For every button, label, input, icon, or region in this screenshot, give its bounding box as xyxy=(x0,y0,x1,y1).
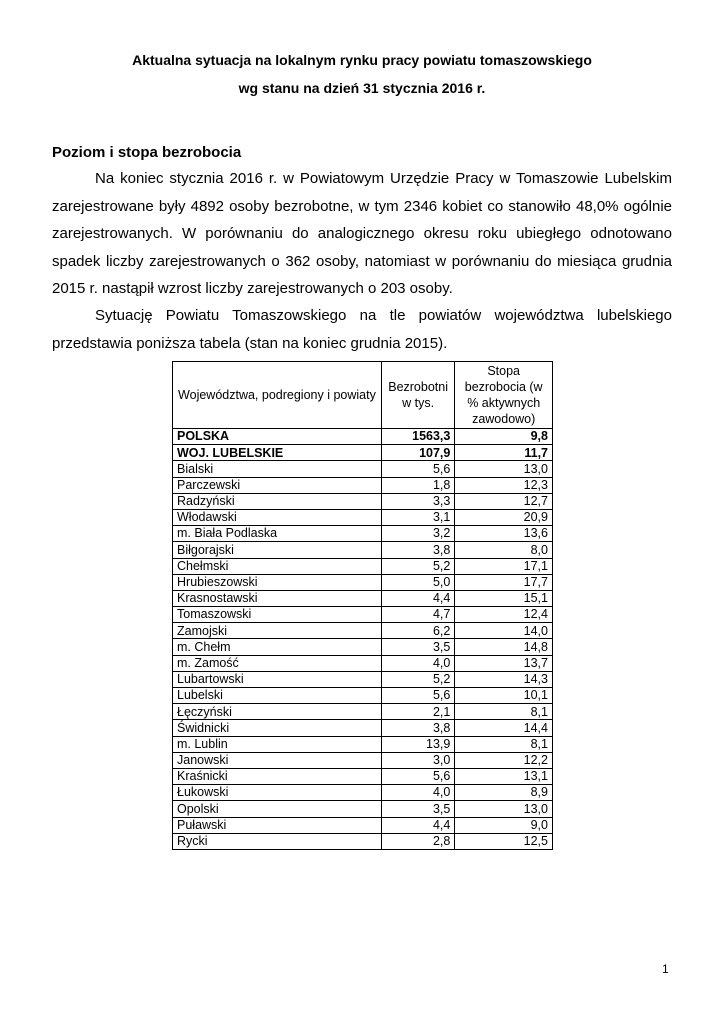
cell-rate: 13,0 xyxy=(455,461,553,477)
cell-rate: 10,1 xyxy=(455,688,553,704)
table-row xyxy=(173,801,553,817)
table-row xyxy=(173,785,553,801)
paragraph-1: Na koniec stycznia 2016 r. w Powiatowym Urzędzie Pracy w Tomaszowie Lubelskim zarejestrowane były 4892 osoby bezrobotne, w tym 2346 kobiet co stanowiło 48,0% ogólnie zarejestrowanych. W porównaniu do analogicznego okresu roku ubiegłego odnotowano spadek liczby zarejestrowanych o 362 osoby, natomiast w porównaniu do miesiąca grudnia 2015 r. nastąpił wzrost liczby zarejestrowanych o 203 osoby. xyxy=(52,170,672,298)
cell-unemployed: 107,9 xyxy=(381,445,454,461)
table-row xyxy=(173,655,553,671)
cell-region-name: POLSKA xyxy=(173,429,382,445)
cell-region-name: Tomaszowski xyxy=(173,607,382,623)
cell-rate: 13,0 xyxy=(455,801,553,817)
cell-region-name: Lubelski xyxy=(173,688,382,704)
table-row xyxy=(173,720,553,736)
table-row xyxy=(173,671,553,687)
cell-unemployed: 5,6 xyxy=(381,461,454,477)
cell-unemployed: 1563,3 xyxy=(381,429,454,445)
cell-region-name: Radzyński xyxy=(173,493,382,509)
cell-region-name: WOJ. LUBELSKIE xyxy=(173,445,382,461)
cell-rate: 12,3 xyxy=(455,477,553,493)
cell-region-name: Bialski xyxy=(173,461,382,477)
table-row xyxy=(173,688,553,704)
table-row xyxy=(173,526,553,542)
cell-rate: 12,4 xyxy=(455,607,553,623)
table-row xyxy=(173,509,553,525)
cell-rate: 13,1 xyxy=(455,768,553,784)
cell-rate: 8,1 xyxy=(455,736,553,752)
page-number: 1 xyxy=(662,962,669,976)
table-row xyxy=(173,590,553,606)
table-row xyxy=(173,477,553,493)
table-row xyxy=(173,833,553,849)
table-row xyxy=(173,607,553,623)
cell-rate: 8,9 xyxy=(455,785,553,801)
table-row xyxy=(173,817,553,833)
cell-rate: 12,5 xyxy=(455,833,553,849)
cell-region-name: Kraśnicki xyxy=(173,768,382,784)
cell-region-name: m. Biała Podlaska xyxy=(173,526,382,542)
header-unemployed: Bezrobotni w tys. xyxy=(381,362,454,429)
table-row xyxy=(173,461,553,477)
cell-unemployed: 3,8 xyxy=(381,542,454,558)
cell-unemployed: 3,8 xyxy=(381,720,454,736)
document-title-line-2: wg stanu na dzień 31 stycznia 2016 r. xyxy=(238,80,486,96)
cell-region-name: Janowski xyxy=(173,752,382,768)
cell-rate: 17,7 xyxy=(455,574,553,590)
cell-rate: 12,7 xyxy=(455,493,553,509)
document-title-line-1: Aktualna sytuacja na lokalnym rynku pracy powiatu tomaszowskiego xyxy=(132,52,592,68)
header-region: Województwa, podregiony i powiaty xyxy=(173,362,382,429)
cell-unemployed: 4,4 xyxy=(381,817,454,833)
cell-region-name: Krasnostawski xyxy=(173,590,382,606)
cell-rate: 11,7 xyxy=(455,445,553,461)
table-row xyxy=(173,429,553,445)
cell-rate: 15,1 xyxy=(455,590,553,606)
cell-rate: 12,2 xyxy=(455,752,553,768)
cell-rate: 14,4 xyxy=(455,720,553,736)
header-rate: Stopa bezrobocia (w % aktywnych zawodowo) xyxy=(455,362,553,429)
cell-rate: 20,9 xyxy=(455,509,553,525)
cell-unemployed: 2,1 xyxy=(381,704,454,720)
table-row xyxy=(173,736,553,752)
table-row xyxy=(173,752,553,768)
cell-region-name: m. Lublin xyxy=(173,736,382,752)
cell-unemployed: 3,2 xyxy=(381,526,454,542)
cell-unemployed: 5,2 xyxy=(381,558,454,574)
cell-unemployed: 4,0 xyxy=(381,655,454,671)
cell-unemployed: 4,7 xyxy=(381,607,454,623)
table-header-row xyxy=(173,362,553,429)
cell-unemployed: 6,2 xyxy=(381,623,454,639)
cell-region-name: Świdnicki xyxy=(173,720,382,736)
table-row xyxy=(173,542,553,558)
cell-unemployed: 5,6 xyxy=(381,768,454,784)
table-row xyxy=(173,704,553,720)
table-row xyxy=(173,768,553,784)
cell-unemployed: 5,0 xyxy=(381,574,454,590)
cell-rate: 14,8 xyxy=(455,639,553,655)
cell-unemployed: 3,5 xyxy=(381,801,454,817)
cell-region-name: Biłgorajski xyxy=(173,542,382,558)
cell-rate: 8,1 xyxy=(455,704,553,720)
cell-rate: 13,6 xyxy=(455,526,553,542)
paragraph-2: Sytuację Powiatu Tomaszowskiego na tle powiatów województwa lubelskiego przedstawia poniższa tabela (stan na koniec grudnia 2015). xyxy=(52,307,672,352)
cell-unemployed: 2,8 xyxy=(381,833,454,849)
cell-region-name: Łukowski xyxy=(173,785,382,801)
cell-region-name: Lubartowski xyxy=(173,671,382,687)
unemployment-table xyxy=(172,361,553,850)
cell-rate: 9,0 xyxy=(455,817,553,833)
table-row xyxy=(173,558,553,574)
cell-region-name: Opolski xyxy=(173,801,382,817)
cell-region-name: Chełmski xyxy=(173,558,382,574)
cell-unemployed: 5,6 xyxy=(381,688,454,704)
section-heading: Poziom i stopa bezrobocia xyxy=(52,144,242,161)
table-row xyxy=(173,639,553,655)
cell-rate: 13,7 xyxy=(455,655,553,671)
cell-region-name: Łęczyński xyxy=(173,704,382,720)
cell-unemployed: 3,3 xyxy=(381,493,454,509)
cell-region-name: Rycki xyxy=(173,833,382,849)
cell-region-name: Zamojski xyxy=(173,623,382,639)
cell-rate: 14,3 xyxy=(455,671,553,687)
cell-unemployed: 3,5 xyxy=(381,639,454,655)
cell-rate: 9,8 xyxy=(455,429,553,445)
table-row xyxy=(173,623,553,639)
table-row xyxy=(173,445,553,461)
table-body xyxy=(173,429,553,850)
cell-region-name: Hrubieszowski xyxy=(173,574,382,590)
cell-unemployed: 5,2 xyxy=(381,671,454,687)
cell-region-name: Parczewski xyxy=(173,477,382,493)
cell-region-name: m. Chełm xyxy=(173,639,382,655)
cell-region-name: Włodawski xyxy=(173,509,382,525)
cell-unemployed: 4,0 xyxy=(381,785,454,801)
cell-region-name: Puławski xyxy=(173,817,382,833)
cell-rate: 8,0 xyxy=(455,542,553,558)
cell-rate: 14,0 xyxy=(455,623,553,639)
cell-unemployed: 3,0 xyxy=(381,752,454,768)
table-row xyxy=(173,493,553,509)
cell-unemployed: 3,1 xyxy=(381,509,454,525)
cell-region-name: m. Zamość xyxy=(173,655,382,671)
cell-unemployed: 1,8 xyxy=(381,477,454,493)
cell-unemployed: 13,9 xyxy=(381,736,454,752)
cell-unemployed: 4,4 xyxy=(381,590,454,606)
table-row xyxy=(173,574,553,590)
cell-rate: 17,1 xyxy=(455,558,553,574)
